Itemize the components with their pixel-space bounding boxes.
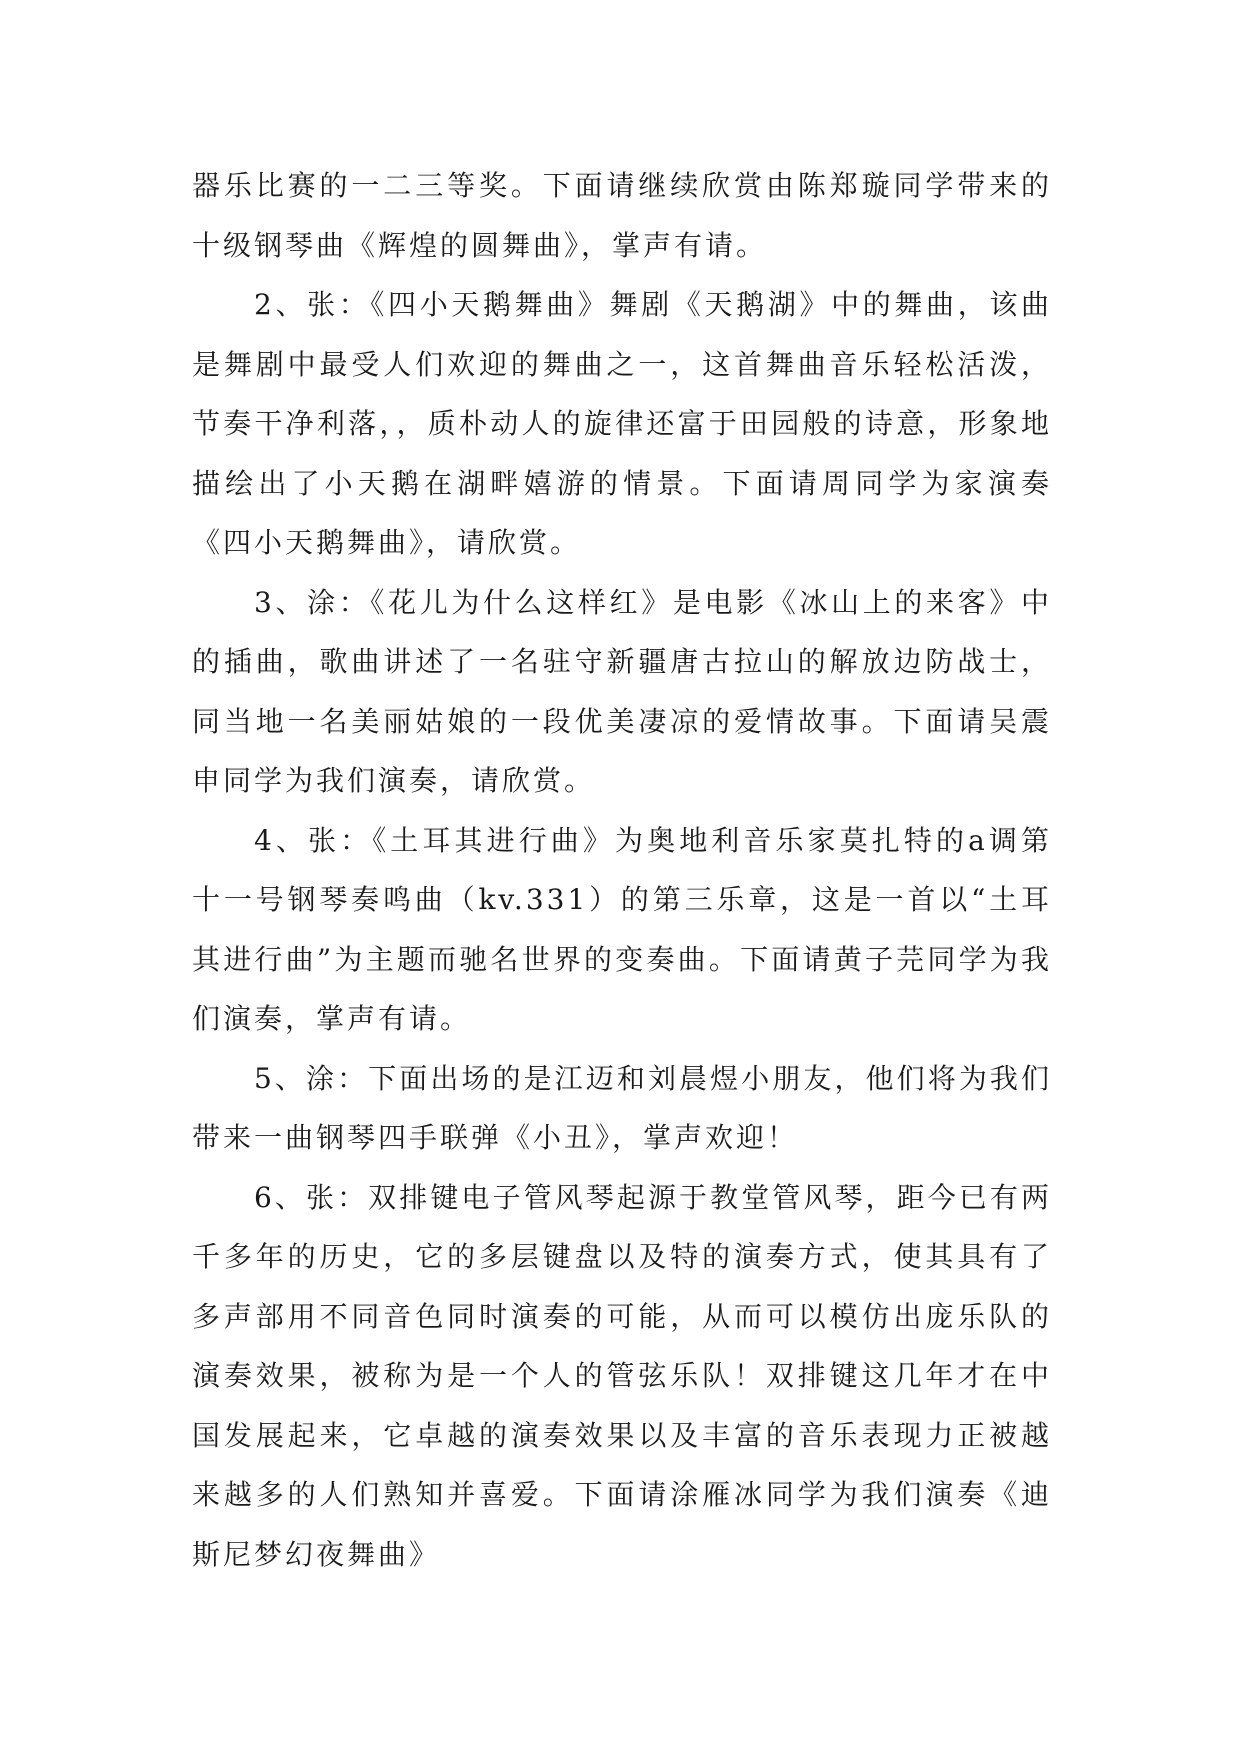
paragraph-6: 6、张：双排键电子管风琴起源于教堂管风琴，距今已有两千多年的历史，它的多层键盘以及特的演奏方式，使其具有了多声部用不同音色同时演奏的可能，从而可以模仿出庞乐队的演奏效果，被称为是一个人的管弦乐队！双排键这几年才在中国发展起来，它卓越的演奏效果以及丰富的音乐表现力正被越来越多的人们熟知并喜爱。下面请涂雁冰同学为我们演奏《迪斯尼梦幻夜舞曲》 [192,1180,1052,1571]
paragraph-5: 5、涂：下面出场的是江迈和刘晨煜小朋友，他们将为我们带来一曲钢琴四手联弹《小丑》，掌声欢迎！ [192,1061,1052,1154]
document-body [192,156,1052,1584]
paragraph-1: 器乐比赛的一二三等奖。下面请继续欣赏由陈郑璇同学带来的十级钢琴曲《辉煌的圆舞曲》，掌声有请。 [192,169,1052,262]
paragraph-2: 2、张：《四小天鹅舞曲》舞剧《天鹅湖》中的舞曲，该曲是舞剧中最受人们欢迎的舞曲之一，这首舞曲音乐轻松活泼，节奏干净利落，，质朴动人的旋律还富于田园般的诗意，形象地描绘出了小天鹅在湖畔嬉游的情景。下面请周同学为家演奏《四小天鹅舞曲》，请欣赏。 [192,288,1052,559]
paragraph-3: 3、涂：《花儿为什么这样红》是电影《冰山上的来客》中的插曲，歌曲讲述了一名驻守新疆唐古拉山的解放边防战士，同当地一名美丽姑娘的一段优美凄凉的爱情故事。下面请吴震申同学为我们演奏，请欣赏。 [192,585,1052,797]
paragraph-4: 4、张：《土耳其进行曲》为奥地利音乐家莫扎特的a调第十一号钢琴奏鸣曲（kv.331）的第三乐章，这是一首以“土耳其进行曲”为主题而驰名世界的变奏曲。下面请黄子芫同学为我们演奏，掌声有请。 [192,823,1052,1035]
